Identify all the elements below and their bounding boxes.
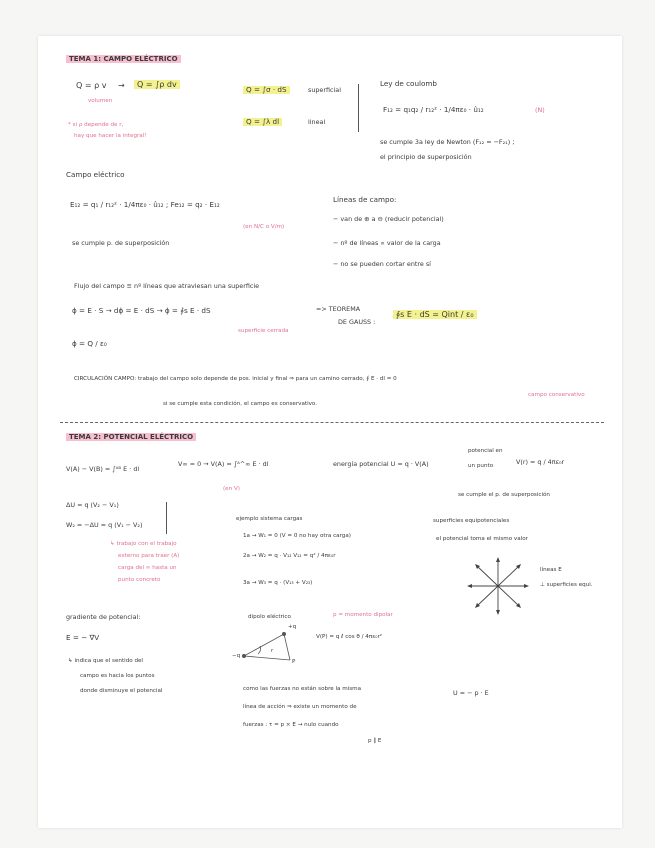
lineas-2: − nº de líneas ∝ valor de la carga — [333, 239, 441, 247]
fuerzas-2: línea de acción ⇒ existe un momento de — [243, 704, 357, 710]
q-integral-lin: Q = ∫λ dl — [243, 118, 282, 126]
coulomb-mark: (N) — [535, 106, 545, 114]
campo-units: (en N/C o V/m) — [243, 224, 285, 230]
delta-u: ΔU = q (V₂ − V₁) — [66, 501, 119, 509]
tema1-title: TEMA 1: CAMPO ELÉCTRICO — [66, 55, 181, 63]
teorema-2: DE GAUSS : — [338, 318, 376, 326]
coulomb-superposicion: el principio de superposición — [380, 153, 472, 161]
tema2-title: TEMA 2: POTENCIAL ELÉCTRICO — [66, 433, 196, 441]
v-diff: V(A) − V(B) = ∫ᴬᴮ E · dl — [66, 465, 140, 473]
circulacion: CIRCULACIÓN CAMPO: trabajo del campo solo depende de pos. inicial y final ⇒ para un camino cerrado, ∮ E · dl = 0 — [74, 376, 397, 382]
u-dipolo: U = − p · E — [453, 689, 489, 697]
q-integral-sup: Q = ∫σ · dS — [243, 86, 290, 94]
pink-trabajo-1: ↳ trabajo con el trabajo — [110, 541, 177, 547]
flujo-formula: ϕ = E · S → dϕ = E · dS → ϕ = ∮s E · dS — [72, 306, 211, 315]
gradiente-formula: E = − ∇V — [66, 633, 100, 642]
dipolo-pink: p = momento dipolar — [333, 612, 393, 618]
dipolo-label-r: r — [271, 648, 274, 654]
section-divider — [60, 422, 604, 423]
en-v: (en V) — [223, 486, 240, 492]
equipotenciales-1: superficies equipotenciales — [433, 518, 510, 524]
gradiente-note-3: donde disminuye el potencial — [80, 688, 163, 694]
fuerzas-3: fuerzas : τ = p × E → nulo cuando — [243, 722, 339, 728]
gauss-formula: ∮s E · dS = Qint / ε₀ — [393, 310, 477, 319]
coulomb-formula: F₁₂ = q₁q₂ / r₁₂² · 1/4πε₀ · û₁₂ — [383, 105, 484, 114]
lineas-title: Líneas de campo: — [333, 195, 397, 204]
pink-trabajo-3: carga del ∞ hasta un — [118, 565, 177, 571]
phi-q: ϕ = Q / ε₀ — [72, 339, 107, 348]
volumen-note: volumen — [88, 98, 113, 104]
q-rho-v: Q = ρ v — [76, 81, 107, 90]
lineal-label: lineal — [308, 118, 326, 126]
energia: energía potencial U = q · V(A) — [333, 460, 429, 468]
notes-page — [38, 36, 622, 828]
ejemplo-1: 1a → W₁ = 0 (V = 0 no hay otra carga) — [243, 533, 351, 539]
lineas-e-label: líneas E — [540, 567, 562, 573]
dipolo-label-neg: −q — [232, 653, 241, 659]
equipotenciales-2: el potencial toma el mismo valor — [436, 536, 528, 542]
dipolo-label-p: P — [292, 659, 296, 665]
campo-formula: E₁₂ = q₁ / r₁₂² · 1/4πε₀ · û₁₂ ; Fe₁₂ = q₂ · E₁₂ — [70, 200, 220, 209]
ejemplo-title: ejemplo sistema cargas — [236, 516, 303, 522]
v-inf: V∞ = 0 → V(A) = ∫ᴬ^∞ E · dl — [178, 460, 269, 468]
flujo-title: Flujo del campo ≡ nº líneas que atraviesan una superficie — [74, 282, 260, 290]
gradiente-note-2: campo es hacia los puntos — [80, 673, 155, 679]
superposicion-2: se cumple el p. de superposición — [458, 492, 550, 498]
superficie-cerrada: superficie cerrada — [238, 328, 289, 334]
fuerzas-4: p ∥ E — [368, 738, 382, 744]
lineas-3: − no se pueden cortar entre sí — [333, 260, 431, 268]
pink-trabajo-2: externo para traer (A) — [118, 553, 180, 559]
campo-conservativo: campo conservativo — [528, 392, 585, 398]
campo-superposicion: se cumple p. de superposición — [72, 239, 170, 247]
campo-title: Campo eléctrico — [66, 170, 125, 179]
dipolo-formula: V(P) = q ℓ cos θ / 4πε₀r² — [316, 634, 383, 640]
perpendicular-label: ⊥ superficies equi. — [540, 582, 593, 588]
ejemplo-2: 2a → W₂ = q · V₁₂ V₁₂ = q² / 4πε₀r — [243, 553, 336, 559]
superficial-label: superficial — [308, 86, 342, 94]
bracket-2 — [166, 502, 167, 534]
potencial-punto-formula: V(r) = q / 4πε₀r — [516, 458, 565, 466]
pink-note-2: hay que hacer la integral! — [74, 133, 147, 139]
gradiente-note-1: ↳ indica que el sentido del — [68, 658, 143, 664]
pink-trabajo-4: punto concreto — [118, 577, 161, 583]
fuerzas-1: como las fuerzas no están sobre la misma — [243, 686, 362, 692]
circulacion-2: si se cumple esta condición, el campo es conservativo. — [163, 401, 318, 407]
pink-note-1: * si ρ depende de r, — [68, 122, 124, 128]
potencial-punto-2: un punto — [468, 463, 494, 469]
w-formula: W₂ = −ΔU = q (V₁ − V₂) — [66, 521, 143, 529]
ejemplo-3: 3a → W₃ = q · (V₁₃ + V₂₃) — [243, 580, 313, 586]
star-field-diagram — [463, 556, 533, 616]
dipole-diagram — [238, 624, 308, 664]
arrow-q: → — [118, 81, 125, 90]
gradiente-title: gradiente de potencial: — [66, 613, 141, 621]
lineas-1: − van de ⊕ a ⊖ (reducir potencial) — [333, 215, 444, 223]
dipolo-label-pos: +q — [288, 624, 297, 630]
teorema-1: => TEOREMA — [316, 305, 361, 313]
dipolo-title: dipolo eléctrico — [248, 614, 291, 620]
q-integral-vol: Q = ∫ρ dv — [134, 80, 180, 89]
newton-law: se cumple 3a ley de Newton (F₁₂ = −F₂₁) ; — [380, 138, 515, 146]
bracket — [358, 84, 359, 132]
potencial-punto-1: potencial en — [468, 448, 503, 454]
coulomb-title: Ley de coulomb — [380, 79, 437, 88]
